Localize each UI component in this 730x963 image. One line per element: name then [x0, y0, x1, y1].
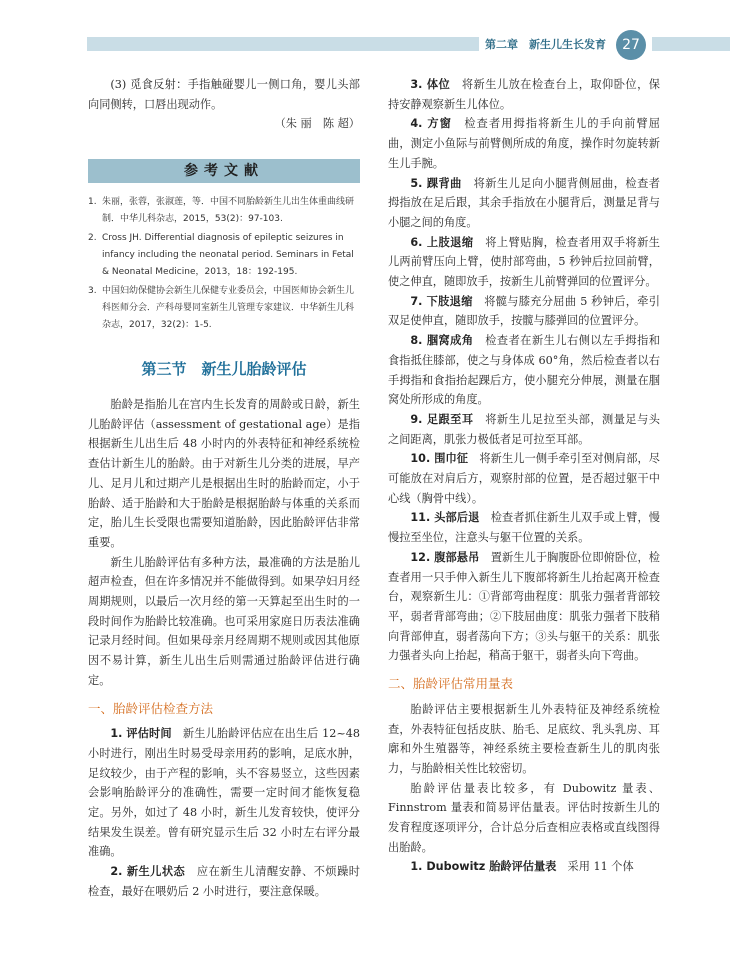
- paragraph: 胎龄评估量表比较多，有 Dubowitz 量表、Finnstrom 量表和简易评估量表。评估时按新生儿的发育程度逐项评分，合计总分后查相应表格或直线图得出胎龄。: [388, 781, 660, 854]
- item-paragraph: 3. 体位 将新生儿放在检查台上，取仰卧位，保持安静观察新生儿体位。: [388, 78, 660, 111]
- reference-item: 1. 朱丽，张蓉，张淑莲，等．中国不同胎龄新生儿出生体重曲线研制．中华儿科杂志，2015，53(2)：97-103.: [88, 197, 355, 224]
- references-list: [88, 194, 360, 336]
- page-number: 27: [616, 30, 646, 60]
- item-paragraph: 10. 围巾征 将新生儿一侧手牵引至对侧肩部，尽可能放在对肩后方，观察肘部的位置，是否超过躯干中心线（胸骨中线）。: [388, 452, 660, 505]
- section-title: 第三节 新生儿胎龄评估: [141, 360, 307, 378]
- reference-item: 2. Cross JH. Differential diagnosis of epileptic seizures in infancy including the neonatal period. Seminars in Fetal & Neonatal Medicine，2013，18：192-195.: [88, 233, 354, 277]
- item-paragraph: 7. 下肢退缩 将髋与膝充分屈曲 5 秒钟后，牵引双足使伸直，随即放手，按髋与膝弹回的位置评分。: [388, 294, 660, 328]
- header-bar-right: [652, 37, 730, 51]
- item-paragraph: 9. 足跟至耳 将新生儿足拉至头部，测量足与头之间距离，肌张力极低者足可拉至耳部。: [388, 412, 660, 446]
- paragraph: 胎龄评估主要根据新生儿外表特征及神经系统检查，外表特征包括皮肤、胎毛、足底纹、乳头乳房、耳廓和外生殖器等，神经系统主要检查新生儿的肌肉张力，与胎龄相关性比较密切。: [388, 702, 660, 775]
- right-body: [388, 75, 660, 877]
- chapter-title: 第二章 新生儿生长发育: [485, 38, 606, 51]
- left-body: [88, 395, 360, 902]
- item-paragraph: 5. 踝背曲 将新生儿足向小腿背侧屈曲，检查者拇指放在足后跟，其余手指放在小腿背后，测量足背与小腿之间的角度。: [388, 176, 660, 229]
- item-paragraph: 1. 评估时间 新生儿胎龄评估应在出生后 12~48 小时进行，刚出生时易受母亲用药的影响，足底水肿，足纹较少，由于产程的影响，头不容易竖立，这些因素会影响胎龄评分的准确性，需要一定时间才能恢复稳定。另外，如过了 48 小时，新生儿发育较快，使评分结果发生误差。曾有研究显示生后 32 小时左右评分最准确。: [88, 727, 360, 859]
- left-intro: [88, 75, 360, 134]
- item-paragraph: 4. 方窗 检查者用拇指将新生儿的手向前臂屈曲，测定小鱼际与前臂侧所成的角度，操作时勿旋转新生儿手腕。: [388, 117, 660, 170]
- item-paragraph: 6. 上肢退缩 将上臂贴胸，检查者用双手将新生儿两前臂压向上臂，使肘部弯曲，5 秒钟后拉回前臂，使之伸直，随即放手，按新生儿前臂弹回的位置评分。: [388, 235, 660, 289]
- paragraph: 新生儿胎龄评估有多种方法，最准确的方法是胎儿超声检查，但在许多情况并不能做得到。如果孕妇月经周期规则，以最后一次月经的第一天算起至出生时的一段时间作为胎龄比较准确。也可采用家庭日历表法准确记录月经时间。但如果母亲月经周期不规则或因其他原因不易计算，新生儿出生后则需通过胎龄评估进行确定。: [88, 555, 360, 687]
- item-paragraph: 1. Dubowitz 胎龄评估量表 采用 11 个体: [410, 860, 634, 874]
- references-heading: 参考文献: [88, 159, 360, 183]
- item-paragraph: 2. 新生儿状态 应在新生儿清醒安静、不烦躁时检查，最好在喂奶后 2 小时进行，要注意保暖。: [88, 865, 360, 898]
- subheading-scales: 二、胎龄评估常用量表: [388, 676, 514, 692]
- header-bar-left: [87, 37, 479, 51]
- item-paragraph: 11. 头部后退 检查者抓住新生儿双手或上臂，慢慢拉至坐位，注意头与躯干位置的关系。: [388, 511, 660, 545]
- reference-item: 3. 中国妇幼保健协会新生儿保健专业委员会，中国医师协会新生儿科医师分会．产科母婴同室新生儿管理专家建议．中华新生儿科杂志，2017，32(2)：1-5.: [88, 286, 355, 330]
- authors: （朱 丽 陈 超）: [274, 117, 360, 131]
- subheading-methods: 一、胎龄评估检查方法: [88, 700, 214, 716]
- intro-paragraph: (3) 觅食反射：手指触碰婴儿一侧口角，婴儿头部向同侧转，口唇出现动作。: [88, 78, 360, 111]
- paragraph: 胎龄是指胎儿在宫内生长发育的周龄或日龄，新生儿胎龄评估（assessment of gestational age）是指根据新生儿出生后 48 小时内的外表特征和神经系统检查估计新生儿的胎龄。由于对新生儿分类的进展，早产儿、足月儿和过期产儿是根据出生时的胎龄而定，小于胎龄、适于胎龄和大于胎龄是根据胎龄与体重的关系而定，胎儿生长受限也需要知道胎龄，因此胎龄评估非常重要。: [88, 398, 360, 549]
- item-paragraph: 12. 腹部悬吊 置新生儿于胸腹卧位即俯卧位，检查者用一只手伸入新生儿下腹部将新生儿抬起离开检查台，观察新生儿：①背部弯曲程度：肌张力强者背部较平，弱者背部弯曲；②下肢屈曲度：肌张力强者下肢稍向背部伸直，弱者荡向下方；③头与躯干的关系：肌张力强者头向上抬起，稍高于躯干，弱者头向下弯曲。: [388, 550, 660, 663]
- item-paragraph: 8. 腘窝成角 检查者在新生儿右侧以左手拇指和食指抵住膝部，使之与身体成 60°角，然后检查者以右手拇指和食指抬起踝后方，使小腿充分伸展，测量在腘窝处所形成的角度。: [388, 334, 660, 407]
